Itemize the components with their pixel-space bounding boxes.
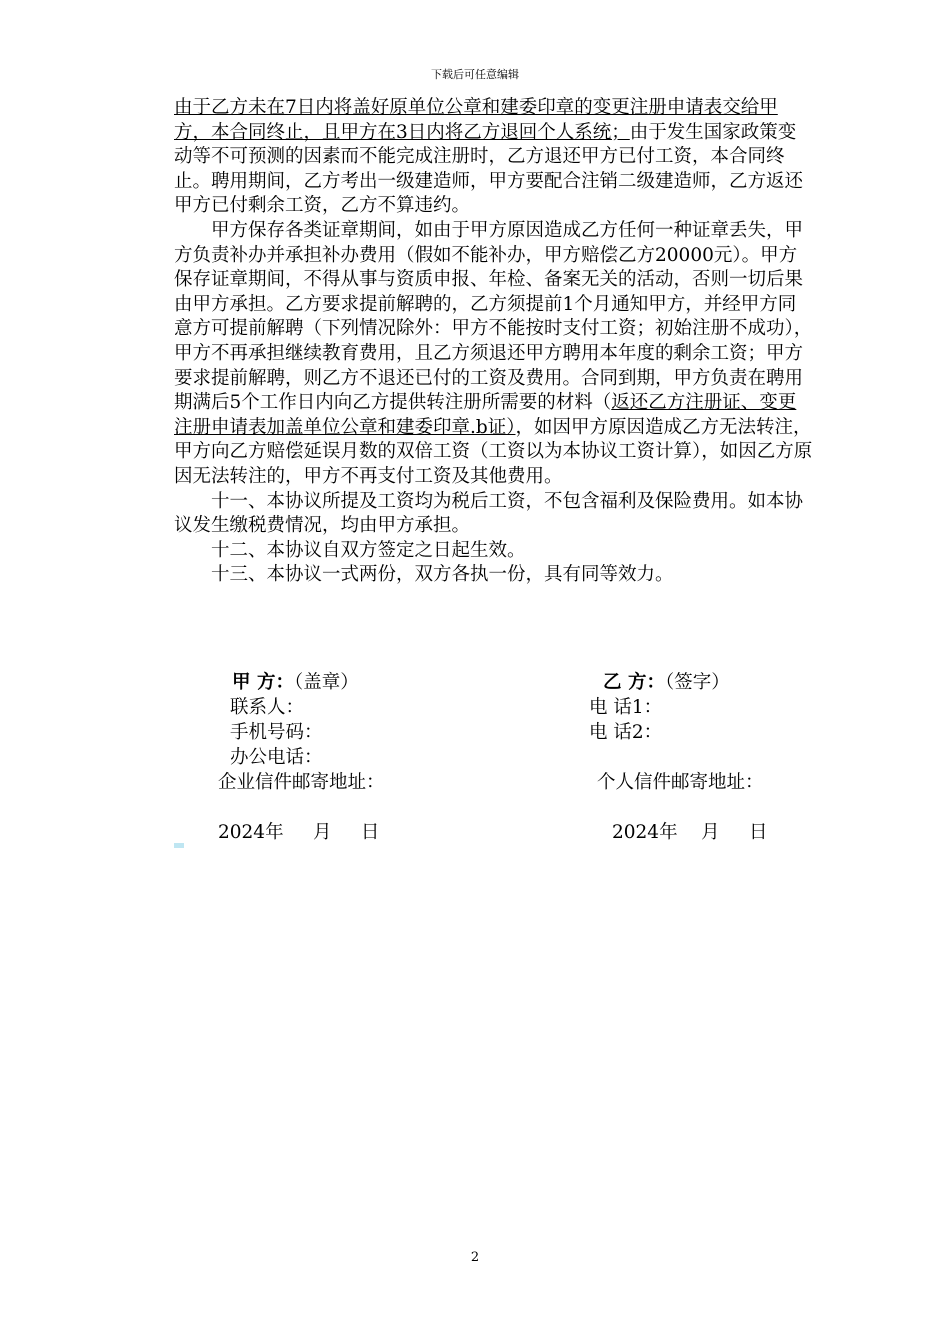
contact-label: 联系人： <box>230 697 305 718</box>
party-a-note: （盖章） <box>293 672 359 693</box>
highlight-mark <box>174 843 184 848</box>
company-address-label: 企业信件邮寄地址： <box>218 772 385 793</box>
clause-text: ，如因甲方原因造成乙方无法转注，甲方向乙方赔偿延误月数的双倍工资（工资以为本协议工资计算），如因乙方原因无法转注的，甲方不再支付工资及其他费用。 <box>174 416 813 487</box>
party-a-label: 甲 方： <box>232 672 294 693</box>
mobile-label: 手机号码： <box>230 722 323 743</box>
clause-12: 十二、本协议自双方签定之日起生效。 <box>211 539 526 561</box>
contract-body <box>174 96 814 588</box>
clause-11: 十一、本协议所提及工资均为税后工资，不包含福利及保险费用。如本协议发生缴税费情况，均由甲方承担。 <box>174 490 804 537</box>
underlined-clause: 由于乙方未在7日内将盖好原单位公章和建委印章的变更注册申请表交给甲方，本合同终止，且甲方在3日内将乙方退回个人系统； <box>174 97 778 143</box>
page-header: 下载后可任意编辑 <box>431 68 519 81</box>
party-b-label: 乙 方： <box>603 672 665 693</box>
personal-address-label: 个人信件邮寄地址： <box>597 772 764 793</box>
date-party-a: 2024年 月 日 <box>218 822 380 843</box>
office-phone-label: 办公电话： <box>230 747 323 768</box>
phone2-label: 电 话2： <box>589 722 663 743</box>
party-b-note: （签字） <box>664 672 730 693</box>
clause-text: 甲方保存各类证章期间，如由于甲方原因造成乙方任何一种证章丢失，甲方负责补办并承担补办费用（假如不能补办，甲方赔偿乙方20000元）。甲方保存证章期间，不得从事与资质申报、年检、备案无关的活动，否则一切后果由甲方承担。乙方要求提前解聘的，乙方须提前1个月通知甲方，并经甲方同意方可提前解聘（下列情况除外：甲方不能按时支付工资；初始注册不成功），甲方不再承担继续教育费用，且乙方须退还甲方聘用本年度的剩余工资；甲方要求提前解聘，则乙方不退还已付的工资及费用。合同到期，甲方负责在聘用期满后5个工作日内向乙方提供转注册所需要的材料（ <box>174 219 813 414</box>
paragraph-certificates <box>174 219 814 490</box>
underlined-clause: 返还乙方注册证、变更注册申请表加盖单位公章和建委印章.b证） <box>174 392 797 438</box>
clause-text: 由于发生国家政策变动等不可预测的因素而不能完成注册时，乙方退还甲方已付工资，本合同终止。聘用期间，乙方考出一级建造师，甲方要配合注销二级建造师，乙方返还甲方已付剩余工资，乙方不算违约。 <box>174 121 804 217</box>
date-party-b: 2024年 月 日 <box>612 822 768 843</box>
page-number: 2 <box>470 1250 480 1265</box>
clause-13: 十三、本协议一式两份，双方各执一份，具有同等效力。 <box>211 564 674 586</box>
signature-date-row <box>0 818 950 881</box>
phone1-label: 电 话1： <box>589 697 663 718</box>
paragraph-termination <box>174 96 814 219</box>
